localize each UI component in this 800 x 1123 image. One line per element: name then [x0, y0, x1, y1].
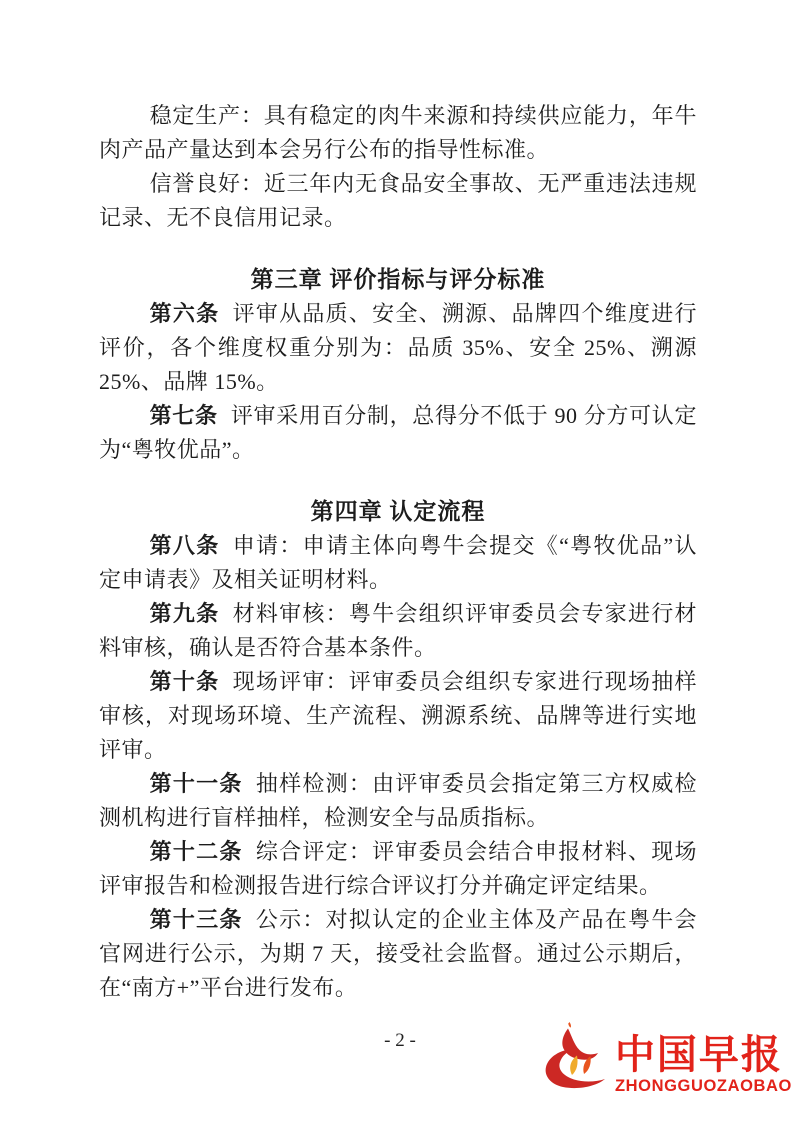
article-number: 第十一条	[149, 771, 243, 796]
logo-flame-shape	[562, 1029, 598, 1060]
paragraph-text: 评审采用百分制，总得分不低于 90 分方可认定为“粤牧优品”。	[99, 403, 697, 462]
article-number: 第八条	[149, 533, 220, 558]
logo-spark-shape	[568, 1022, 571, 1028]
article-number: 第十条	[149, 669, 220, 694]
logo-text-block	[615, 1022, 792, 1096]
article-number: 第十三条	[149, 907, 243, 932]
footer-page-number: - 2 -	[384, 1030, 416, 1051]
paragraph-text: 材料审核：粤牛会组织评审委员会专家进行材料审核，确认是否符合基本条件。	[99, 601, 697, 660]
article-number: 第六条	[149, 301, 220, 326]
paragraph	[99, 297, 697, 399]
paragraph: 信誉良好：近三年内无食品安全事故、无严重违法违规记录、无不良信用记录。	[99, 171, 697, 230]
paragraph-text: 抽样检测：由评审委员会指定第三方权威检测机构进行盲样抽样，检测安全与品质指标。	[99, 771, 697, 830]
flame-logo-icon	[543, 1022, 609, 1095]
article-number: 第九条	[149, 601, 220, 626]
paragraph-text: 申请：申请主体向粤牛会提交《“粤牧优品”认定申请表》及相关证明材料。	[99, 533, 697, 592]
paragraph	[99, 399, 697, 467]
paragraph	[99, 835, 697, 903]
paragraph	[99, 767, 697, 835]
logo-cn-text: 中国早报	[614, 1033, 783, 1077]
paragraph: 稳定生产：具有稳定的肉牛来源和持续供应能力，年牛肉产品产量达到本会另行公布的指导性标准。	[99, 103, 697, 162]
logo-yellow-petal-shape	[570, 1056, 577, 1076]
chapter-heading: 第三章 评价指标与评分标准	[250, 267, 546, 292]
brand-logo	[543, 1022, 792, 1096]
paragraph	[99, 597, 697, 665]
paragraph-text: 评审从品质、安全、溯源、品牌四个维度进行评价，各个维度权重分别为：品质 35%、安全 25%、溯源 25%、品牌 15%。	[99, 301, 697, 394]
logo-en-text: ZHONGGUOZAOBAO	[614, 1077, 792, 1095]
paragraph	[99, 903, 697, 1005]
paragraph	[99, 529, 697, 597]
paragraph-text: 现场评审：评审委员会组织专家进行现场抽样审核，对现场环境、生产流程、溯源系统、品牌等进行实地评审。	[99, 669, 697, 762]
chapter-heading: 第四章 认定流程	[310, 499, 486, 524]
document-body	[99, 99, 697, 1005]
paragraph-text: 公示：对拟认定的企业主体及产品在粤牛会官网进行公示，为期 7 天，接受社会监督。通过公示期后，在“南方+”平台进行发布。	[99, 907, 697, 1000]
paragraph	[99, 665, 697, 767]
paragraph-text: 综合评定：评审委员会结合申报材料、现场评审报告和检测报告进行综合评议打分并确定评定结果。	[99, 839, 697, 898]
article-number: 第七条	[149, 403, 218, 428]
article-number: 第十二条	[149, 839, 243, 864]
